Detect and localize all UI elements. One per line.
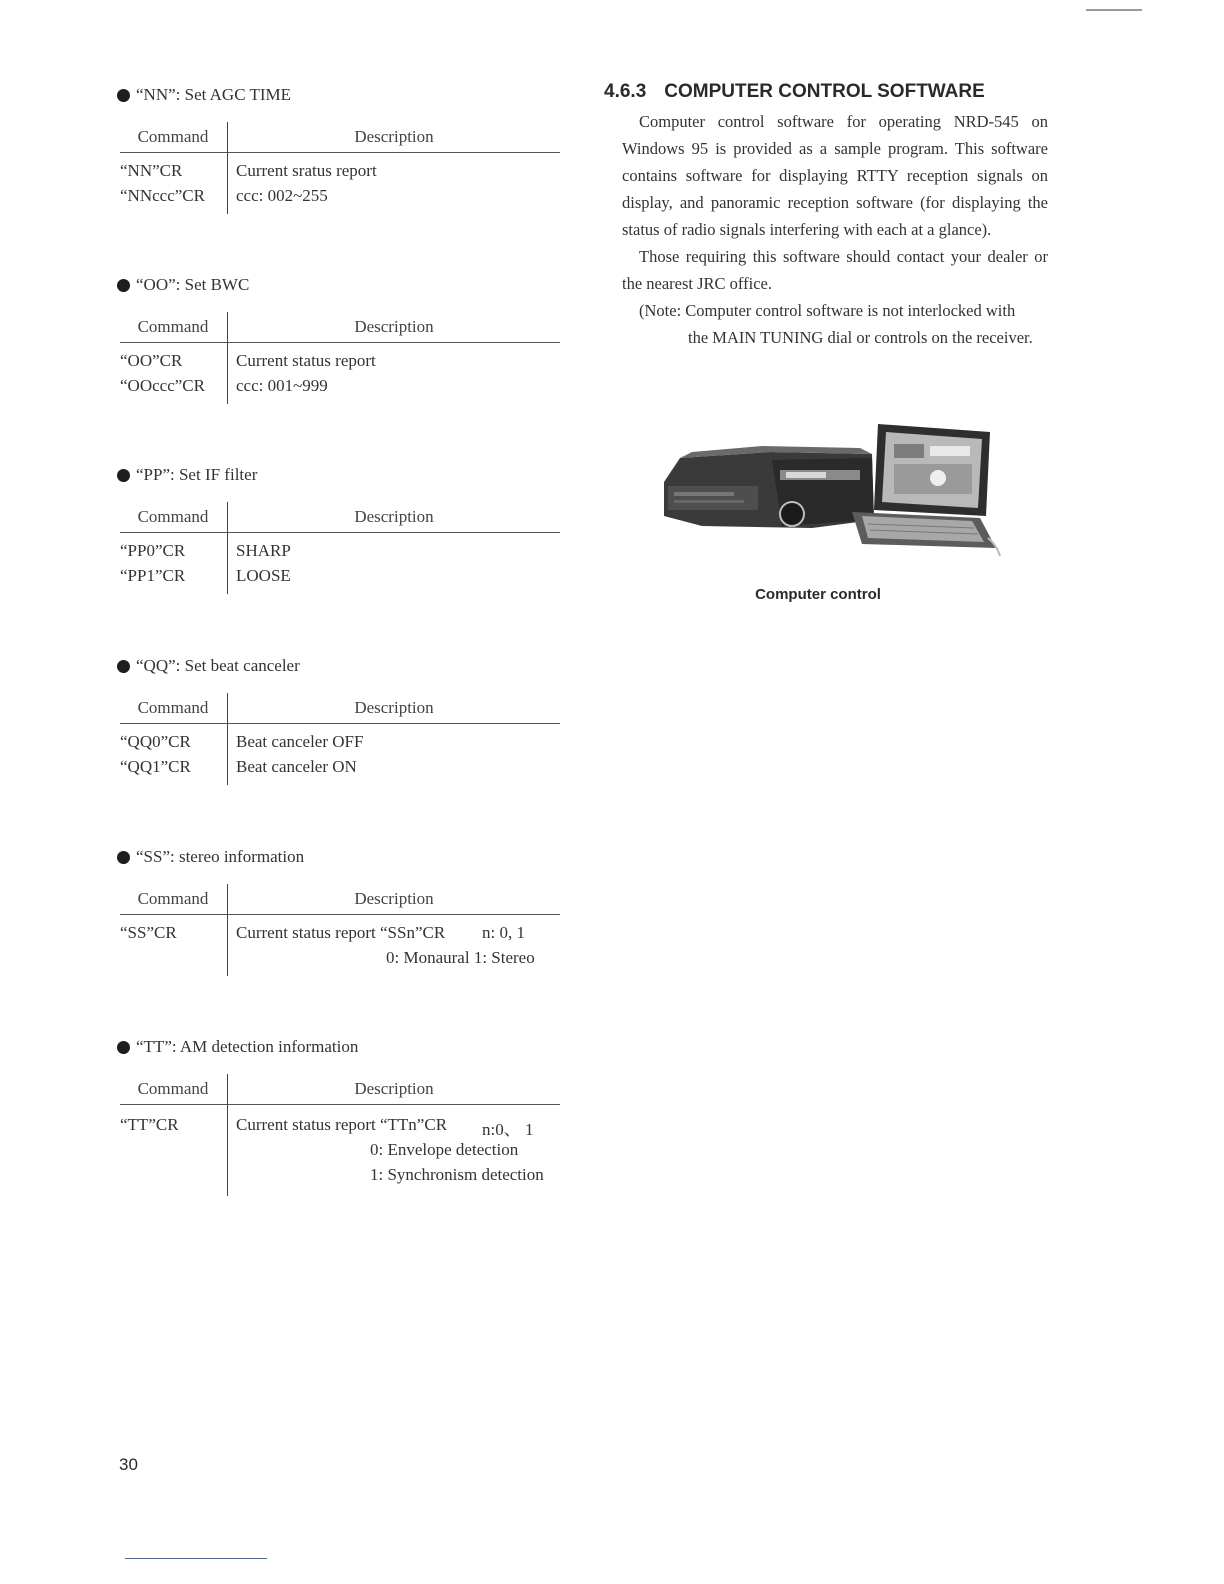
row-values: 1: Synchronism detection (370, 1165, 544, 1184)
section-title: “NN”: Set AGC TIME (117, 84, 562, 106)
heading-number: 4.6.3 (604, 81, 647, 102)
header-rule (120, 723, 560, 724)
row-command: “PP1”CR (120, 566, 186, 585)
header-description: Description (354, 889, 434, 908)
row-command: “SS”CR (120, 923, 177, 942)
software-section (604, 80, 1048, 351)
header-rule (120, 342, 560, 343)
row-description: ccc: 002~255 (236, 186, 328, 205)
table-header (120, 122, 560, 153)
row-command: “QQ1”CR (120, 757, 191, 776)
header-rule (120, 1104, 560, 1105)
section-title: “SS”: stereo information (117, 846, 562, 868)
bullet-icon (117, 1041, 130, 1054)
section-pp (117, 464, 562, 599)
table-row (120, 757, 560, 782)
header-command: Command (137, 507, 209, 526)
bottom-edge-mark (125, 1558, 267, 1559)
command-table (120, 884, 560, 967)
command-table (120, 122, 560, 205)
header-description: Description (354, 507, 434, 526)
table-header (120, 312, 560, 343)
table-header (120, 693, 560, 724)
header-description: Description (354, 698, 434, 717)
table-row (120, 732, 560, 757)
table-row (120, 161, 560, 186)
row-command: “QQ0”CR (120, 732, 191, 751)
section-nn (117, 84, 562, 219)
header-description: Description (354, 317, 434, 336)
table-row (120, 541, 560, 566)
row-command: “NNccc”CR (120, 186, 205, 205)
row-values: n:0、 1 (482, 1120, 534, 1139)
section-tt (117, 1036, 562, 1201)
section-qq (117, 655, 562, 790)
figure-caption: Computer control (755, 586, 881, 603)
command-table (120, 693, 560, 776)
table-row (120, 1115, 560, 1140)
note-line: (Note: Computer control software is not interlocked with (639, 301, 1016, 320)
header-command: Command (137, 317, 209, 336)
header-rule (120, 152, 560, 153)
row-description: LOOSE (236, 566, 291, 585)
table-header (120, 502, 560, 533)
row-command: “NN”CR (120, 161, 183, 180)
header-command: Command (137, 698, 209, 717)
header-command: Command (137, 1079, 209, 1098)
page-number: 30 (119, 1455, 138, 1474)
table-row (120, 566, 560, 591)
header-description: Description (354, 127, 434, 146)
table-header (120, 1074, 560, 1105)
table-header (120, 884, 560, 915)
section-title: “PP”: Set IF filter (117, 464, 562, 486)
table-row (120, 1165, 560, 1190)
section-title: “QQ”: Set beat canceler (117, 655, 562, 677)
row-values: 0: Envelope detection (370, 1140, 519, 1159)
row-command: “PP0”CR (120, 541, 186, 560)
computer-control-photo (662, 420, 1002, 566)
command-table (120, 312, 560, 395)
bullet-icon (117, 660, 130, 673)
row-command: “OO”CR (120, 351, 183, 370)
command-table (120, 502, 560, 585)
row-values: n: 0, 1 (482, 923, 525, 942)
row-description: ccc: 001~999 (236, 376, 328, 395)
section-title: “TT”: AM detection information (117, 1036, 562, 1058)
bullet-icon (117, 851, 130, 864)
heading-text: COMPUTER CONTROL SOFTWARE (664, 81, 985, 102)
row-description: SHARP (236, 541, 291, 560)
paragraph-intro: Computer control software for operating NRD-545 on Windows 95 is provided as a sample program. This software contains software for displaying RTTY reception signals on display, and panoramic reception software (for displaying the status of radio signals interfering with each at a glance). (622, 112, 1048, 239)
section-title: “OO”: Set BWC (117, 274, 562, 296)
row-description: Current sratus report (236, 161, 377, 180)
section-oo (117, 274, 562, 409)
table-row (120, 948, 560, 973)
section-ss (117, 846, 562, 981)
top-edge-mark (1086, 9, 1142, 11)
table-row (120, 351, 560, 376)
section-heading (604, 80, 1048, 104)
command-table (120, 1074, 560, 1184)
row-description: Beat canceler OFF (236, 732, 364, 751)
paragraph-contact: Those requiring this software should contact your dealer or the nearest JRC office. (622, 247, 1048, 293)
row-command: “TT”CR (120, 1115, 179, 1134)
row-command: “OOccc”CR (120, 376, 205, 395)
bullet-icon (117, 279, 130, 292)
row-description: Current status report “TTn”CR (236, 1115, 448, 1134)
table-row (120, 186, 560, 211)
table-row (120, 376, 560, 401)
row-values: 0: Monaural 1: Stereo (386, 948, 535, 967)
header-command: Command (137, 889, 209, 908)
header-command: Command (137, 127, 209, 146)
bullet-icon (117, 469, 130, 482)
header-rule (120, 914, 560, 915)
table-row (120, 1140, 560, 1165)
note-continuation: the MAIN TUNING dial or controls on the receiver. (688, 328, 1033, 347)
row-description: Beat canceler ON (236, 757, 357, 776)
header-description: Description (354, 1079, 434, 1098)
header-rule (120, 532, 560, 533)
bullet-icon (117, 89, 130, 102)
table-row (120, 923, 560, 948)
row-description: Current status report (236, 351, 376, 370)
row-description: Current status report “SSn”CR (236, 923, 446, 942)
